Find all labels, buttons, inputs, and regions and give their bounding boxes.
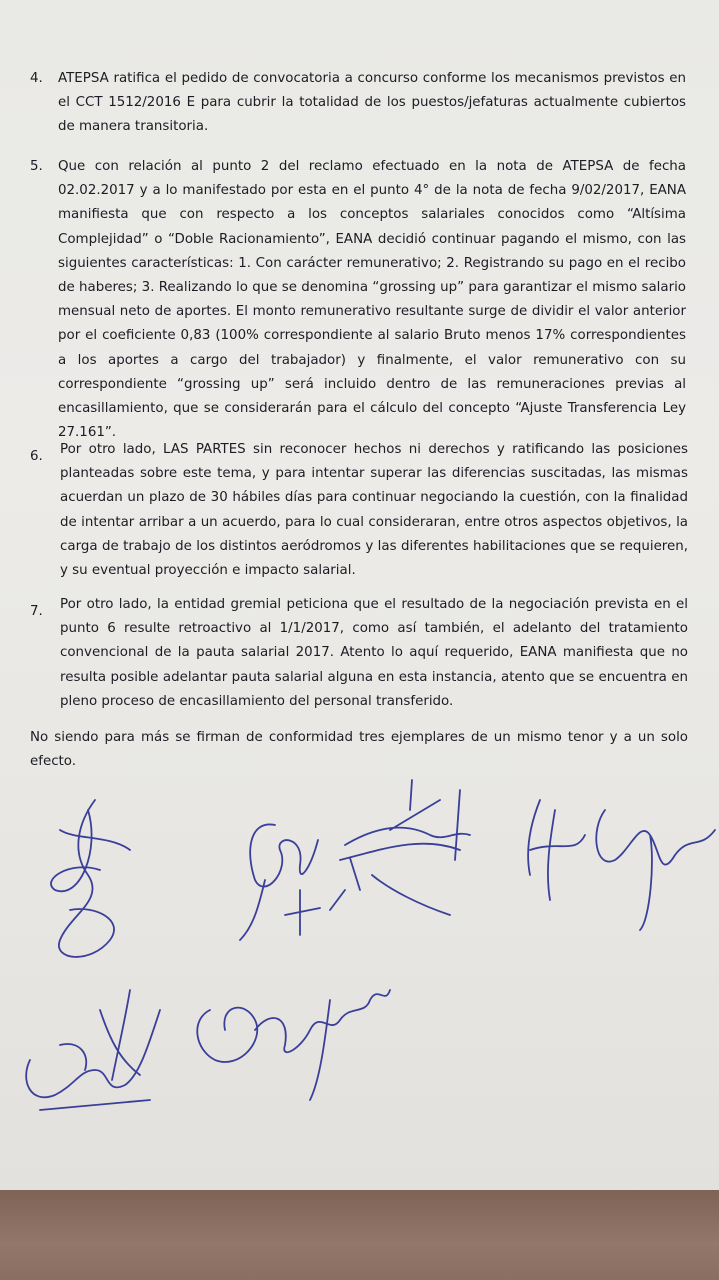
item-number-7: 7. bbox=[30, 604, 43, 619]
closing-statement: No siendo para más se firman de conformidad tres ejemplares de un mismo tenor y a un solo efecto. bbox=[30, 730, 688, 770]
signature-4 bbox=[528, 800, 715, 930]
signature-5 bbox=[26, 990, 160, 1110]
table-surface bbox=[0, 1190, 719, 1280]
item-number-5: 5. bbox=[30, 159, 43, 174]
signature-1 bbox=[51, 800, 130, 957]
item-text-6: Por otro lado, LAS PARTES sin reconocer hechos ni derechos y ratificando las posiciones planteadas sobre este tema, y para intentar superar las diferencias suscitadas, las mismas acuerdan un plazo de 30 hábiles días para continuar negociando la cuestión, con la finalidad de intentar arribar a un acuerdo, para lo cual consideraran, entre otros aspectos objetivos, la carga de trabajo de los distintos aeródromos y las diferentes habilitaciones que se requieren, y su eventual proyección e impacto salarial. bbox=[60, 442, 688, 579]
signature-6 bbox=[197, 990, 390, 1100]
signature-3 bbox=[330, 780, 470, 915]
item-number-6: 6. bbox=[30, 449, 43, 464]
signatures bbox=[0, 740, 719, 1160]
item-text-4: ATEPSA ratifica el pedido de convocatoria a concurso conforme los mecanismos previstos en el CCT 1512/2016 E para cubrir la totalidad de los puestos/jefaturas actualmente cubiertos de manera transitoria. bbox=[58, 71, 686, 135]
item-number-4: 4. bbox=[30, 71, 43, 86]
item-text-7: Por otro lado, la entidad gremial peticiona que el resultado de la negociación prevista en el punto 6 resulte retroactivo al 1/1/2017, como así también, el adelanto del tratamiento convencional de la pauta salarial 2017. Atento lo aquí requerido, EANA manifiesta que no resulta posible adelantar pauta salarial alguna en esta instancia, atento que se encuentra en pleno proceso de encasillamiento del personal transferido. bbox=[60, 597, 688, 709]
signature-2 bbox=[240, 824, 320, 940]
item-text-5: Que con relación al punto 2 del reclamo efectuado en la nota de ATEPSA de fecha 02.02.2017 y a lo manifestado por esta en el punto 4° de la nota de fecha 9/02/2017, EANA manifiesta que con respecto a los conceptos salariales conocidos como “Altísima Complejidad” o “Doble Racionamiento”, EANA decidió continuar pagando el mismo, con las siguientes características: 1. Con carácter remunerativo; 2. Registrando su pago en el recibo de haberes; 3. Realizando lo que se denomina “grossing up” para garantizar el mismo salario mensual neto de aportes. El monto remunerativo resultante surge de dividir el valor anterior por el coeficiente 0,83 (100% correspondiente al salario Bruto menos 17% correspondientes a los aportes a cargo del trabajador) y finalmente, el valor remunerativo con su correspondiente “grossing up” será incluido dentro de las remuneraciones previas al encasillamiento, que se considerarán para el cálculo del concepto “Ajuste Transferencia Ley 27.161”. bbox=[58, 159, 686, 441]
